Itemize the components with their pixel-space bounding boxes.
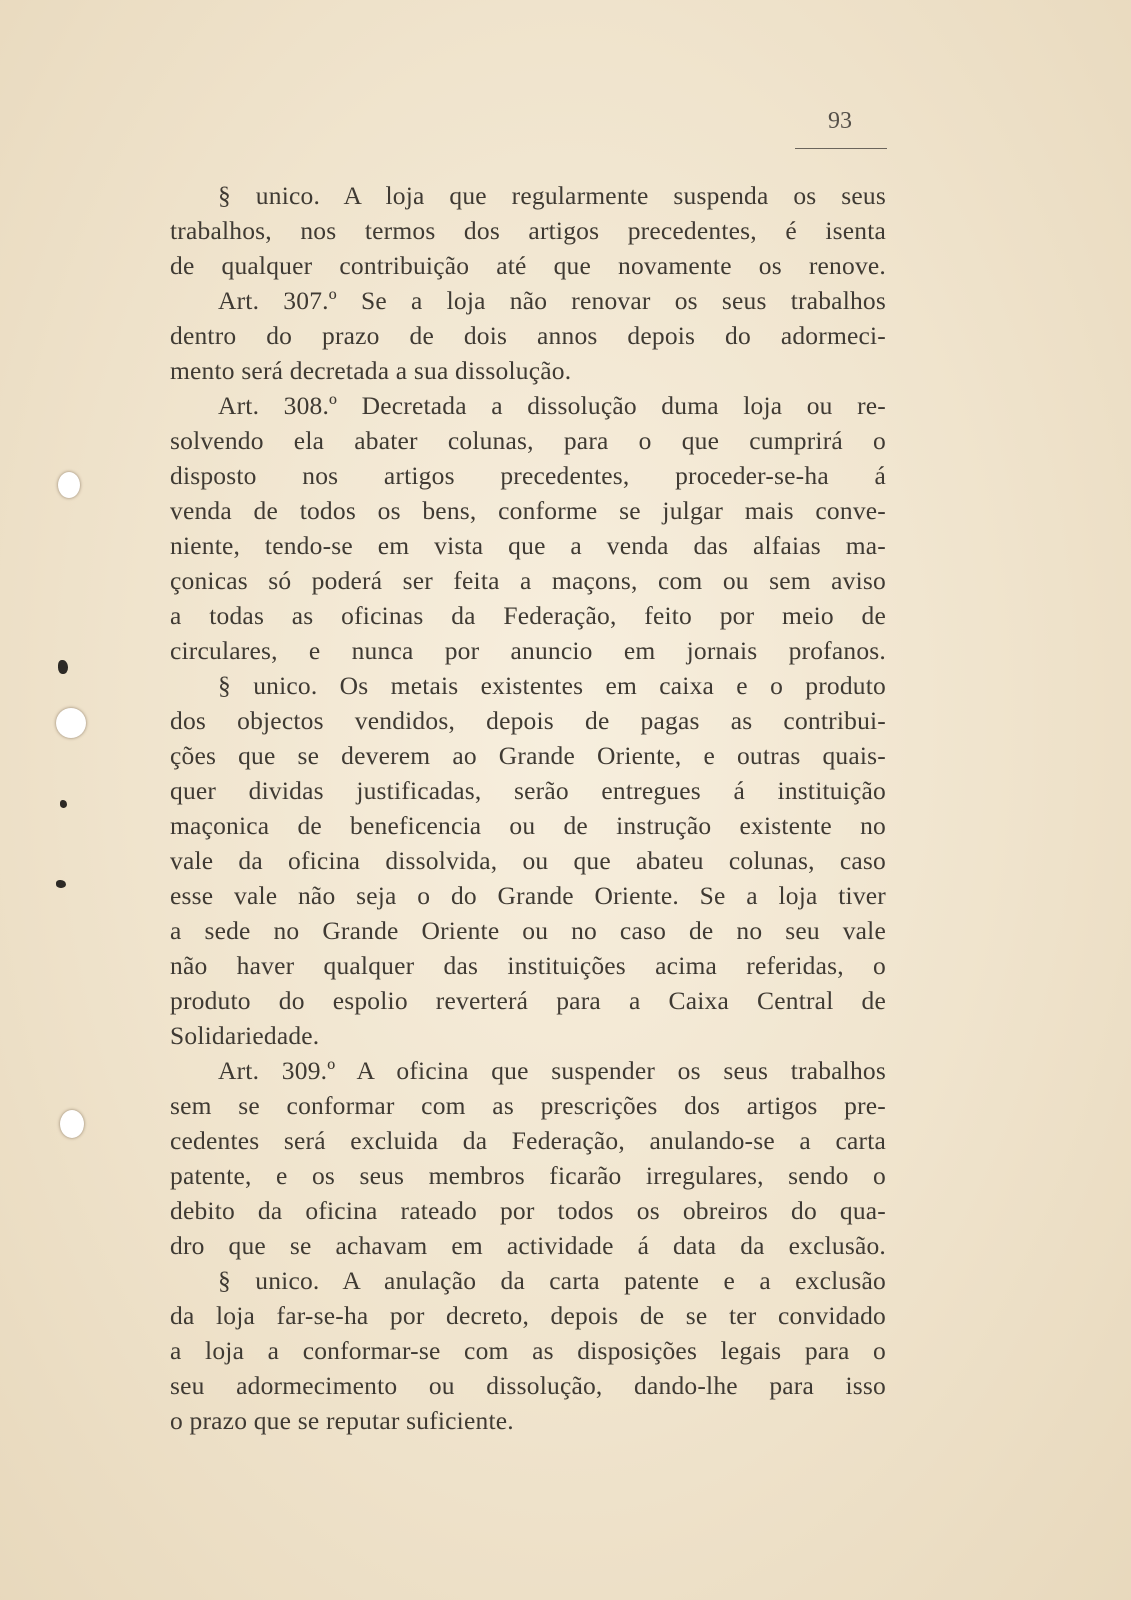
text-line: produto do espolio reverterá para a Caixa Central de: [170, 986, 886, 1015]
text-line: § unico. A loja que regularmente suspenda os seus: [218, 181, 886, 210]
text-line: o prazo que se reputar suficiente.: [170, 1406, 514, 1435]
text-line: § unico. A anulação da carta patente e a exclusão: [218, 1266, 886, 1295]
text-line: maçonica de beneficencia ou de instrução existente no: [170, 811, 886, 840]
binding-mark: [58, 660, 68, 674]
text-line: ções que se deverem ao Grande Oriente, e outras quais-: [170, 741, 886, 770]
text-line: Art. 308.º Decretada a dissolução duma loja ou re-: [218, 391, 886, 420]
page-number-rule: [795, 148, 887, 149]
text-line: da loja far-se-ha por decreto, depois de se ter convidado: [170, 1301, 886, 1330]
text-line: çonicas só poderá ser feita a maçons, com ou sem aviso: [170, 566, 886, 595]
text-line: de qualquer contribuição até que novamente os renove.: [170, 251, 886, 280]
binding-mark: [56, 880, 66, 888]
text-line: a loja a conformar-se com as disposições legais para o: [170, 1336, 886, 1365]
text-line: trabalhos, nos termos dos artigos precedentes, é isenta: [170, 216, 886, 245]
binding-hole: [60, 1110, 84, 1138]
text-line: Solidariedade.: [170, 1021, 320, 1050]
text-line: esse vale não seja o do Grande Oriente. Se a loja tiver: [170, 881, 886, 910]
text-line: disposto nos artigos precedentes, proceder-se-ha á: [170, 461, 886, 490]
binding-mark: [60, 800, 67, 808]
page-number: 93: [828, 108, 852, 134]
text-line: niente, tendo-se em vista que a venda das alfaias ma-: [170, 531, 886, 560]
text-line: debito da oficina rateado por todos os obreiros do qua-: [170, 1196, 886, 1225]
text-line: vale da oficina dissolvida, ou que abateu colunas, caso: [170, 846, 886, 875]
text-line: mento será decretada a sua dissolução.: [170, 356, 572, 385]
text-line: venda de todos os bens, conforme se julgar mais conve-: [170, 496, 886, 525]
text-line: patente, e os seus membros ficarão irregulares, sendo o: [170, 1161, 886, 1190]
binding-hole: [58, 472, 80, 498]
text-line: dos objectos vendidos, depois de pagas as contribui-: [170, 706, 886, 735]
text-line: Art. 307.º Se a loja não renovar os seus trabalhos: [218, 286, 886, 315]
text-line: solvendo ela abater colunas, para o que cumprirá o: [170, 426, 886, 455]
text-line: não haver qualquer das instituições acima referidas, o: [170, 951, 886, 980]
text-line: dentro do prazo de dois annos depois do adormeci-: [170, 321, 886, 350]
text-line: sem se conformar com as prescrições dos artigos pre-: [170, 1091, 886, 1120]
binding-hole: [56, 708, 86, 738]
text-line: a sede no Grande Oriente ou no caso de no seu vale: [170, 916, 886, 945]
text-line: § unico. Os metais existentes em caixa e o produto: [218, 671, 886, 700]
text-line: Art. 309.º A oficina que suspender os seus trabalhos: [218, 1056, 886, 1085]
text-line: quer dividas justificadas, serão entregues á instituição: [170, 776, 886, 805]
body-text: [170, 178, 886, 1438]
text-line: dro que se achavam em actividade á data da exclusão.: [170, 1231, 886, 1260]
text-line: a todas as oficinas da Federação, feito por meio de: [170, 601, 886, 630]
text-line: cedentes será excluida da Federação, anulando-se a carta: [170, 1126, 886, 1155]
text-line: seu adormecimento ou dissolução, dando-lhe para isso: [170, 1371, 886, 1400]
text-line: circulares, e nunca por anuncio em jornais profanos.: [170, 636, 886, 665]
